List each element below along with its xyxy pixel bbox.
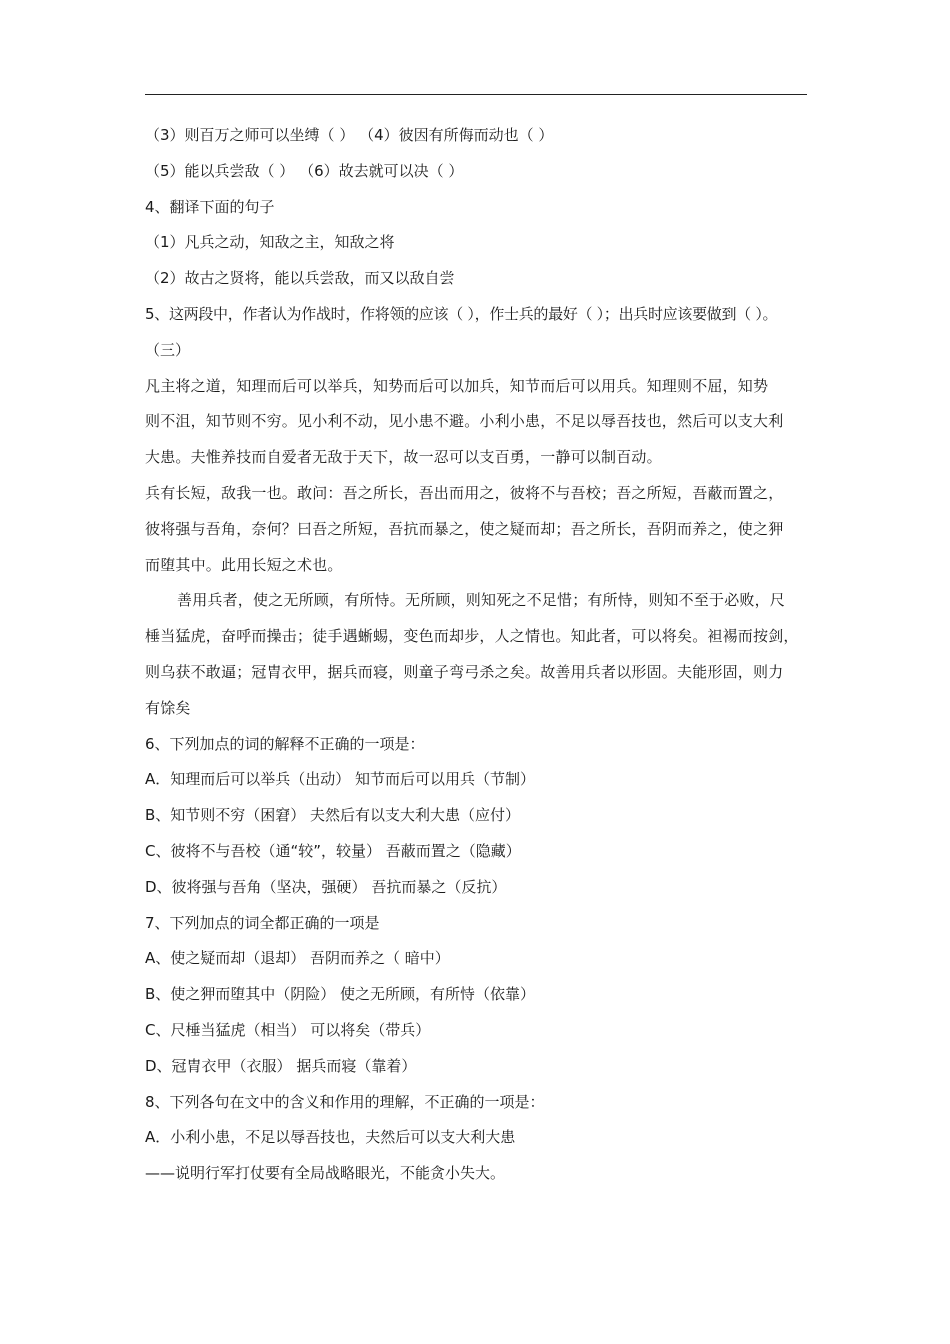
header-rule — [145, 94, 807, 95]
question-8-option-a: A．小利小患，不足以辱吾技也，夫然后可以支大利大患 — [145, 1128, 516, 1147]
translate-sentence-1: （1）凡兵之动，知敌之主，知敌之将 — [145, 233, 395, 252]
question-4-heading: 4、翻译下面的句子 — [145, 197, 275, 216]
passage-line: 凡主将之道，知理而后可以举兵，知势而后可以加兵，知节而后可以用兵。知理则不屈，知势 — [145, 376, 769, 395]
passage-line: 善用兵者，使之无所顾，有所恃。无所顾，则知死之不足惜；有所恃，则知不至于必败，尺 — [177, 591, 786, 610]
question-8-heading: 8、下列各句在文中的含义和作用的理解，不正确的一项是： — [145, 1092, 545, 1111]
passage-line: 有馀矣 — [145, 698, 191, 717]
question-6-heading: 6、下列加点的词的解释不正确的一项是： — [145, 734, 425, 753]
passage-line: 兵有长短，敌我一也。敢问：吾之所长，吾出而用之，彼将不与吾校；吾之所短，吾蔽而置之， — [145, 483, 784, 502]
question-5: 5、这两段中，作者认为作战时，作将领的应该（ ），作士兵的最好（ ）；出兵时应该要做到（ ）。 — [145, 304, 778, 323]
question-item-5-6: （5）能以兵尝敌（ ） （6）故去就可以决（ ） — [145, 161, 464, 180]
translate-sentence-2: （2）故古之贤将，能以兵尝敌，而又以敌自尝 — [145, 269, 455, 288]
question-7-option-b: B、使之狎而堕其中（阴险） 使之无所顾，有所恃（依靠） — [145, 985, 536, 1004]
passage-line: 则乌获不敢逼；冠胄衣甲，据兵而寝，则童子弯弓杀之矣。故善用兵者以形固。夫能形固，则力 — [145, 662, 784, 681]
question-8-option-a-explanation: ——说明行军打仗要有全局战略眼光，不能贪小失大。 — [145, 1164, 506, 1183]
question-7-option-c: C、尺棰当猛虎（相当） 可以将矣（带兵） — [145, 1020, 431, 1039]
question-6-option-d: D、彼将强与吾角（坚决，强硬） 吾抗而暴之（反抗） — [145, 877, 507, 896]
passage-paragraph-2 — [145, 476, 815, 583]
passage-paragraph-1 — [145, 369, 815, 476]
question-7-option-a: A、使之疑而却（退却） 吾阴而养之（ 暗中） — [145, 949, 450, 968]
question-6-option-c: C、彼将不与吾校（通“较”，较量） 吾蔽而置之（隐藏） — [145, 841, 521, 860]
section-3-heading: （三） — [145, 340, 191, 359]
question-item-3-4: （3）则百万之师可以坐缚（ ） （4）彼因有所侮而动也（ ） — [145, 126, 554, 144]
passage-paragraph-3 — [145, 583, 815, 726]
question-6-option-a: A．知理而后可以举兵（出动） 知节而后可以用兵（节制） — [145, 770, 536, 789]
passage-line: 彼将强与吾角，奈何？曰吾之所短，吾抗而暴之，使之疑而却；吾之所长，吾阴而养之，使之狎 — [145, 519, 784, 538]
passage-line: 而堕其中。此用长短之术也。 — [145, 555, 343, 574]
passage-line: 棰当猛虎，奋呼而操击；徒手遇蜥蜴，变色而却步，人之情也。知此者，可以将矣。袒裼而按剑， — [145, 627, 799, 646]
passage-line: 大患。夫惟养技而自爱者无敌于天下，故一忍可以支百勇，一静可以制百动。 — [145, 448, 662, 467]
question-7-heading: 7、下列加点的词全都正确的一项是 — [145, 913, 380, 932]
question-7-option-d: D、冠胄衣甲（衣服） 据兵而寝（靠着） — [145, 1056, 417, 1075]
question-6-option-b: B、知节则不穷（困窘） 夫然后有以支大利大患（应付） — [145, 806, 521, 825]
document-body — [145, 118, 815, 1192]
passage-line: 则不沮，知节则不穷。见小利不动，见小患不避。小利小患，不足以辱吾技也，然后可以支大利 — [145, 412, 784, 431]
